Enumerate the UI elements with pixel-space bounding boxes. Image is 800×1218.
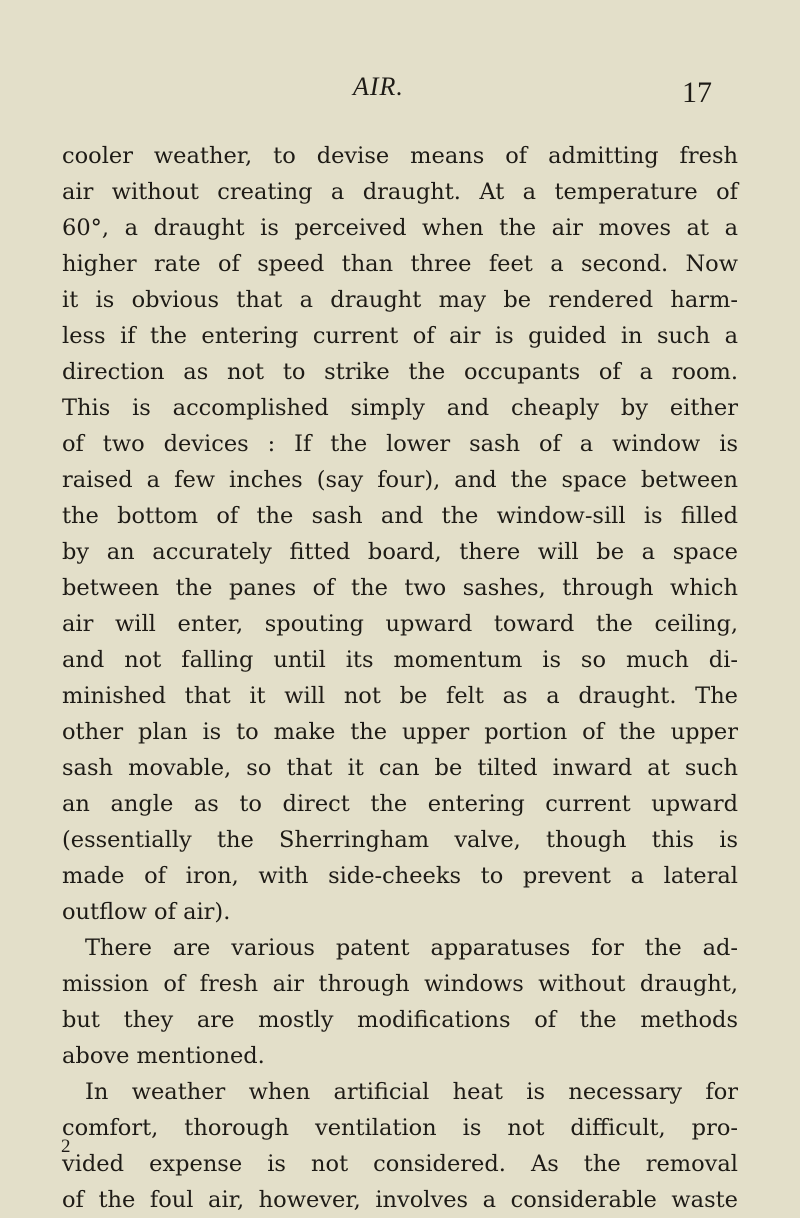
text-line: between the panes of the two sashes, through which [62, 575, 738, 601]
text-line: other plan is to make the upper portion of the upper [62, 719, 738, 745]
text-line: air will enter, spouting upward toward the ceiling, [62, 611, 738, 637]
text-line: by an accurately fitted board, there will be a space [62, 539, 738, 565]
text-line: vided expense is not considered. As the removal [62, 1151, 738, 1177]
text-line: higher rate of speed than three feet a second. Now [62, 251, 738, 277]
text-line: an angle as to direct the entering current upward [62, 791, 738, 817]
page-header [0, 72, 800, 112]
paragraph-start-line: There are various patent apparatuses for the ad- [85, 935, 738, 961]
paragraph-end-line: above mentioned. [62, 1043, 265, 1069]
text-line: air without creating a draught. At a temperature of [62, 179, 738, 205]
text-line: 60°, a draught is perceived when the air moves at a [62, 215, 738, 241]
text-line: sash movable, so that it can be tilted inward at such [62, 755, 738, 781]
text-line: of two devices : If the lower sash of a window is [62, 431, 738, 457]
text-line: direction as not to strike the occupants of a room. [62, 359, 738, 385]
text-line: the bottom of the sash and the window-sill is filled [62, 503, 738, 529]
paragraph-start-line: In weather when artificial heat is necessary for [85, 1079, 738, 1105]
body-text [62, 138, 738, 1218]
text-line: cooler weather, to devise means of admitting fresh [62, 143, 738, 169]
text-line: raised a few inches (say four), and the space between [62, 467, 738, 493]
signature-mark: 2 [61, 1136, 71, 1157]
text-line: it is obvious that a draught may be rendered harm- [62, 287, 738, 313]
text-line: and not falling until its momentum is so much di- [62, 647, 738, 673]
page-number: 17 [682, 76, 712, 109]
text-line: comfort, thorough ventilation is not difficult, pro- [62, 1115, 738, 1141]
text-line: minished that it will not be felt as a draught. The [62, 683, 738, 709]
text-line: mission of fresh air through windows without draught, [62, 971, 738, 997]
text-line: This is accomplished simply and cheaply by either [62, 395, 738, 421]
text-line: made of iron, with side-cheeks to prevent a lateral [62, 863, 738, 889]
text-line: (essentially the Sherringham valve, though this is [62, 827, 738, 853]
text-line: of the foul air, however, involves a considerable waste [62, 1187, 738, 1213]
text-line: but they are mostly modifications of the methods [62, 1007, 738, 1033]
paragraph-end-line: outflow of air). [62, 899, 231, 925]
text-line: less if the entering current of air is guided in such a [62, 323, 738, 349]
running-head: AIR. [353, 72, 404, 101]
